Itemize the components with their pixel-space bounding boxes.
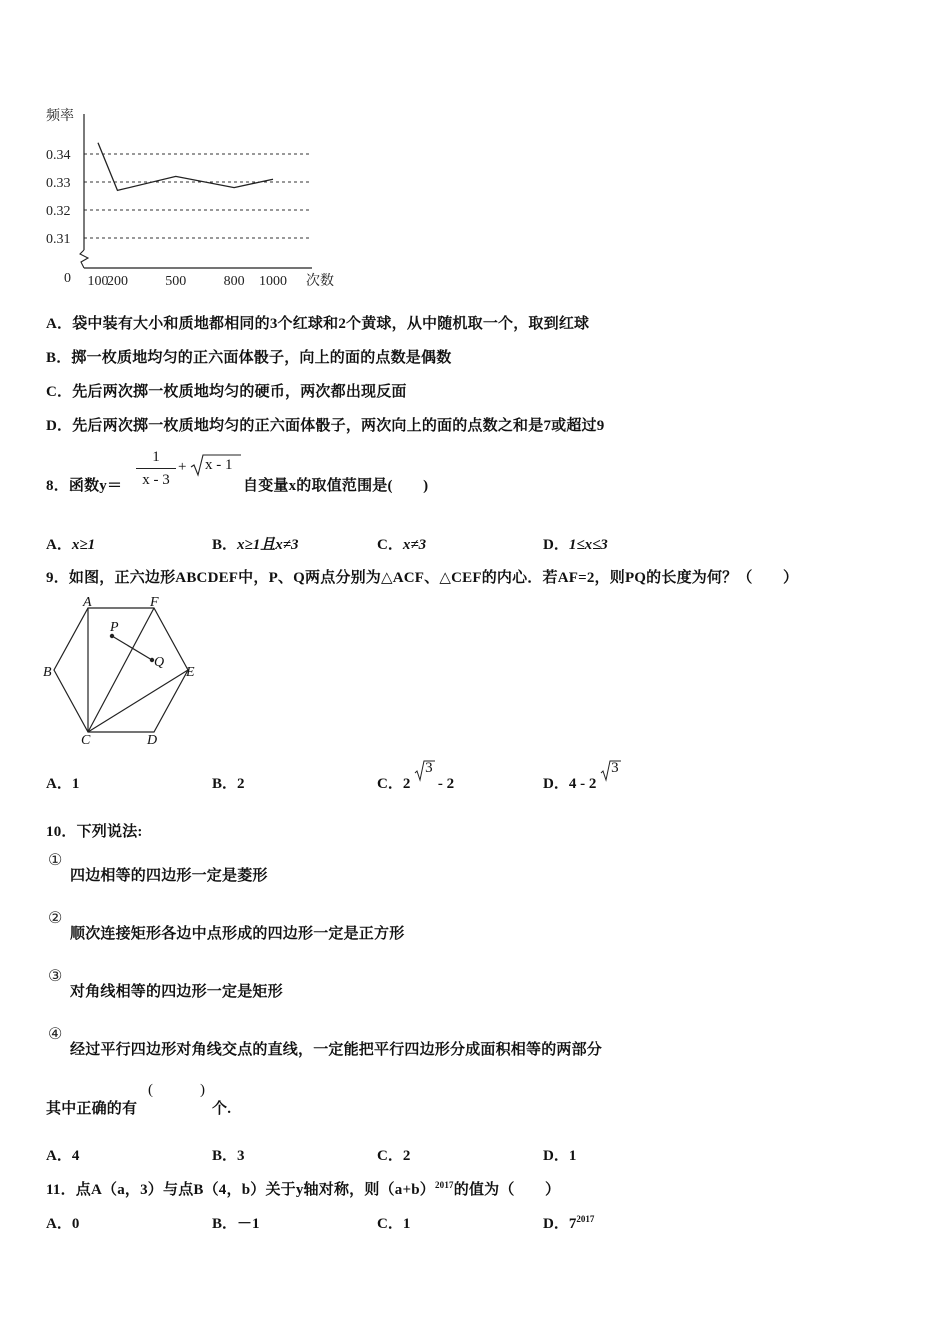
series-line <box>98 143 273 191</box>
label-f: F <box>150 596 159 610</box>
q11-option-a <box>46 1212 79 1233</box>
q7-option-d <box>46 414 604 435</box>
q11-option-a-letter: A． <box>46 1216 72 1232</box>
x-tick-label: 1000 <box>259 274 287 289</box>
q10-item-2-text: 顺次连接矩形各边中点形成的四边形一定是正方形 <box>70 926 405 942</box>
q9-option-c-letter: C． <box>377 776 403 792</box>
q10-item-3-mark: ③ <box>48 968 63 985</box>
segment-pq <box>112 636 152 660</box>
label-q: Q <box>154 655 165 670</box>
q7-option-b <box>46 346 451 367</box>
q10-option-b-letter: B． <box>212 1148 238 1164</box>
q9-option-d-coef: 4 - 2 <box>568 776 597 792</box>
q10-option-d-letter: D． <box>543 1148 569 1164</box>
q8-fraction-denominator: x - 3 <box>142 472 170 488</box>
q10-option-d <box>543 1144 576 1165</box>
q10-option-b-text: 3 <box>237 1148 245 1164</box>
q8-option-d-letter: D． <box>543 537 569 553</box>
q9-option-d-letter: D． <box>543 776 569 792</box>
label-e: E <box>186 665 195 680</box>
q8-suffix: 自变量x的取值范围是( ) <box>243 478 429 494</box>
q10-stem: 10．下列说法: <box>46 824 143 840</box>
q7-option-c <box>46 380 407 401</box>
q8-option-c-text: x≠3 <box>402 537 427 553</box>
q11-option-d-exponent: 2017 <box>576 1214 595 1224</box>
label-p: P <box>110 620 119 635</box>
q8-option-a <box>46 533 95 554</box>
y-tick-label: 0.33 <box>46 176 71 191</box>
chart-grid <box>84 154 312 238</box>
chart-y-axis-label: 频率 <box>46 109 74 124</box>
q9-option-a-text: 1 <box>71 776 80 792</box>
q10-option-b <box>212 1144 245 1165</box>
q8-option-b <box>212 533 298 554</box>
q8-option-a-text: x≥1 <box>71 537 96 553</box>
q9-option-c-radicand: 3 <box>425 760 433 776</box>
q10-option-a-letter: A． <box>46 1148 72 1164</box>
q11-option-c-text: 1 <box>402 1216 411 1232</box>
q10-option-a <box>46 1144 79 1165</box>
label-d: D <box>147 733 158 746</box>
q10-conclusion-post: 个. <box>212 1101 232 1117</box>
q7-option-b-letter: B． <box>46 350 72 366</box>
q11-option-b-letter: B． <box>212 1216 238 1232</box>
q7-option-a-text: 袋中装有大小和质地都相同的3个红球和2个黄球，从中随机取一个，取到红球 <box>72 316 590 332</box>
chart-axes <box>80 114 312 268</box>
label-b: B <box>43 665 52 680</box>
q11-option-d <box>543 1212 594 1233</box>
q10-item-2-mark: ② <box>48 910 63 927</box>
chart-x-axis-label: 次数 <box>306 274 334 289</box>
q7-option-c-letter: C． <box>46 384 73 400</box>
q10-paren-open: ( <box>148 1082 153 1098</box>
q10-option-c-letter: C． <box>377 1148 403 1164</box>
q8-option-b-text: x≥1且x≠3 <box>237 537 299 553</box>
q8-fraction <box>134 448 178 489</box>
q10-option-c-text: 2 <box>402 1148 411 1164</box>
q7-option-d-letter: D． <box>46 418 73 434</box>
q8-plus: + <box>178 459 187 475</box>
axis-break-mark <box>80 250 88 268</box>
q9-option-c-coef: 2 <box>402 776 411 792</box>
hexagon-figure <box>40 596 205 746</box>
q9-option-d-radicand: 3 <box>611 760 619 776</box>
q11-option-d-base: 7 <box>568 1216 577 1232</box>
q9-option-b-letter: B． <box>212 776 238 792</box>
q10-item-1-text: 四边相等的四边形一定是菱形 <box>70 868 268 884</box>
frequency-line-chart <box>40 100 350 295</box>
q11-option-b <box>212 1212 260 1233</box>
q8-radicand: x - 1 <box>205 457 233 473</box>
q8-prefix: 8．函数y＝ <box>46 478 123 494</box>
chart-y-ticks <box>46 148 71 247</box>
chart-series <box>98 143 273 191</box>
q11-stem-pre: 11．点A（a，3）与点B（4，b）关于y轴对称，则（a+b） <box>46 1182 435 1198</box>
q10-conclusion-pre: 其中正确的有 <box>46 1101 138 1117</box>
q8-option-c-letter: C． <box>377 537 403 553</box>
label-a: A <box>83 596 92 610</box>
q9-option-d <box>543 760 620 793</box>
q11-option-c-letter: C． <box>377 1216 403 1232</box>
x-tick-label: 500 <box>165 274 187 289</box>
y-tick-label: 0.31 <box>46 232 71 247</box>
q9-stem: 9．如图，正六边形ABCDEF中，P、Q两点分别为△ACF、△CEF的内心．若AF=2，则PQ的长度为何？（ ） <box>46 570 799 586</box>
q9-option-d-sqrt <box>600 760 620 788</box>
segment-cf <box>88 608 154 732</box>
q11-option-b-text: －1 <box>237 1216 260 1232</box>
q11-option-a-text: 0 <box>71 1216 80 1232</box>
q10-item-4-text: 经过平行四边形对角线交点的直线，一定能把平行四边形分成面积相等的两部分 <box>70 1042 603 1058</box>
q7-option-a-letter: A． <box>46 316 73 332</box>
q8-option-a-letter: A． <box>46 537 72 553</box>
q11-stem <box>46 1178 560 1199</box>
q8-option-c <box>377 533 426 554</box>
q9-option-c-tail: - 2 <box>434 776 455 792</box>
q8-option-b-letter: B． <box>212 537 238 553</box>
q10-option-d-text: 1 <box>568 1148 577 1164</box>
q9-option-a-letter: A． <box>46 776 72 792</box>
x-tick-label: 100 <box>87 274 109 289</box>
segment-ce <box>88 670 188 732</box>
y-tick-label: 0.32 <box>46 204 71 219</box>
x-tick-label: 200 <box>106 274 128 289</box>
q11-stem-exponent: 2017 <box>434 1180 454 1190</box>
q10-option-c <box>377 1144 410 1165</box>
q10-item-4-mark: ④ <box>48 1026 63 1043</box>
q7-option-c-text: 先后两次掷一枚质地均匀的硬币，两次都出现反面 <box>72 384 407 400</box>
label-c: C <box>81 733 91 746</box>
q11-option-c <box>377 1212 410 1233</box>
q9-option-a <box>46 772 79 793</box>
q9-option-c-sqrt <box>414 760 434 788</box>
q7-option-b-text: 掷一枚质地均匀的正六面体骰子，向上的面的点数是偶数 <box>71 350 452 366</box>
q10-option-a-text: 4 <box>71 1148 80 1164</box>
q8-option-d-text: 1≤x≤3 <box>568 537 608 553</box>
q8-fraction-numerator: 1 <box>152 449 160 465</box>
chart-x-ticks <box>88 274 288 289</box>
q9-option-b <box>212 772 245 793</box>
q8-option-d <box>543 533 608 554</box>
q7-option-a <box>46 312 589 333</box>
chart-origin-label: 0 <box>64 271 71 286</box>
x-tick-label: 800 <box>223 274 245 289</box>
q9-option-c <box>377 760 455 793</box>
q11-stem-post: 的值为（ ） <box>453 1182 561 1198</box>
q10-paren-close: ) <box>200 1082 205 1098</box>
q10-item-3-text: 对角线相等的四边形一定是矩形 <box>70 984 283 1000</box>
q9-option-b-text: 2 <box>237 776 245 792</box>
q11-option-d-letter: D． <box>543 1216 569 1232</box>
q7-option-d-text: 先后两次掷一枚质地均匀的正六面体骰子，两次向上的面的点数之和是7或超过9 <box>72 418 605 434</box>
y-tick-label: 0.34 <box>46 148 71 163</box>
q10-item-1-mark: ① <box>48 852 63 869</box>
